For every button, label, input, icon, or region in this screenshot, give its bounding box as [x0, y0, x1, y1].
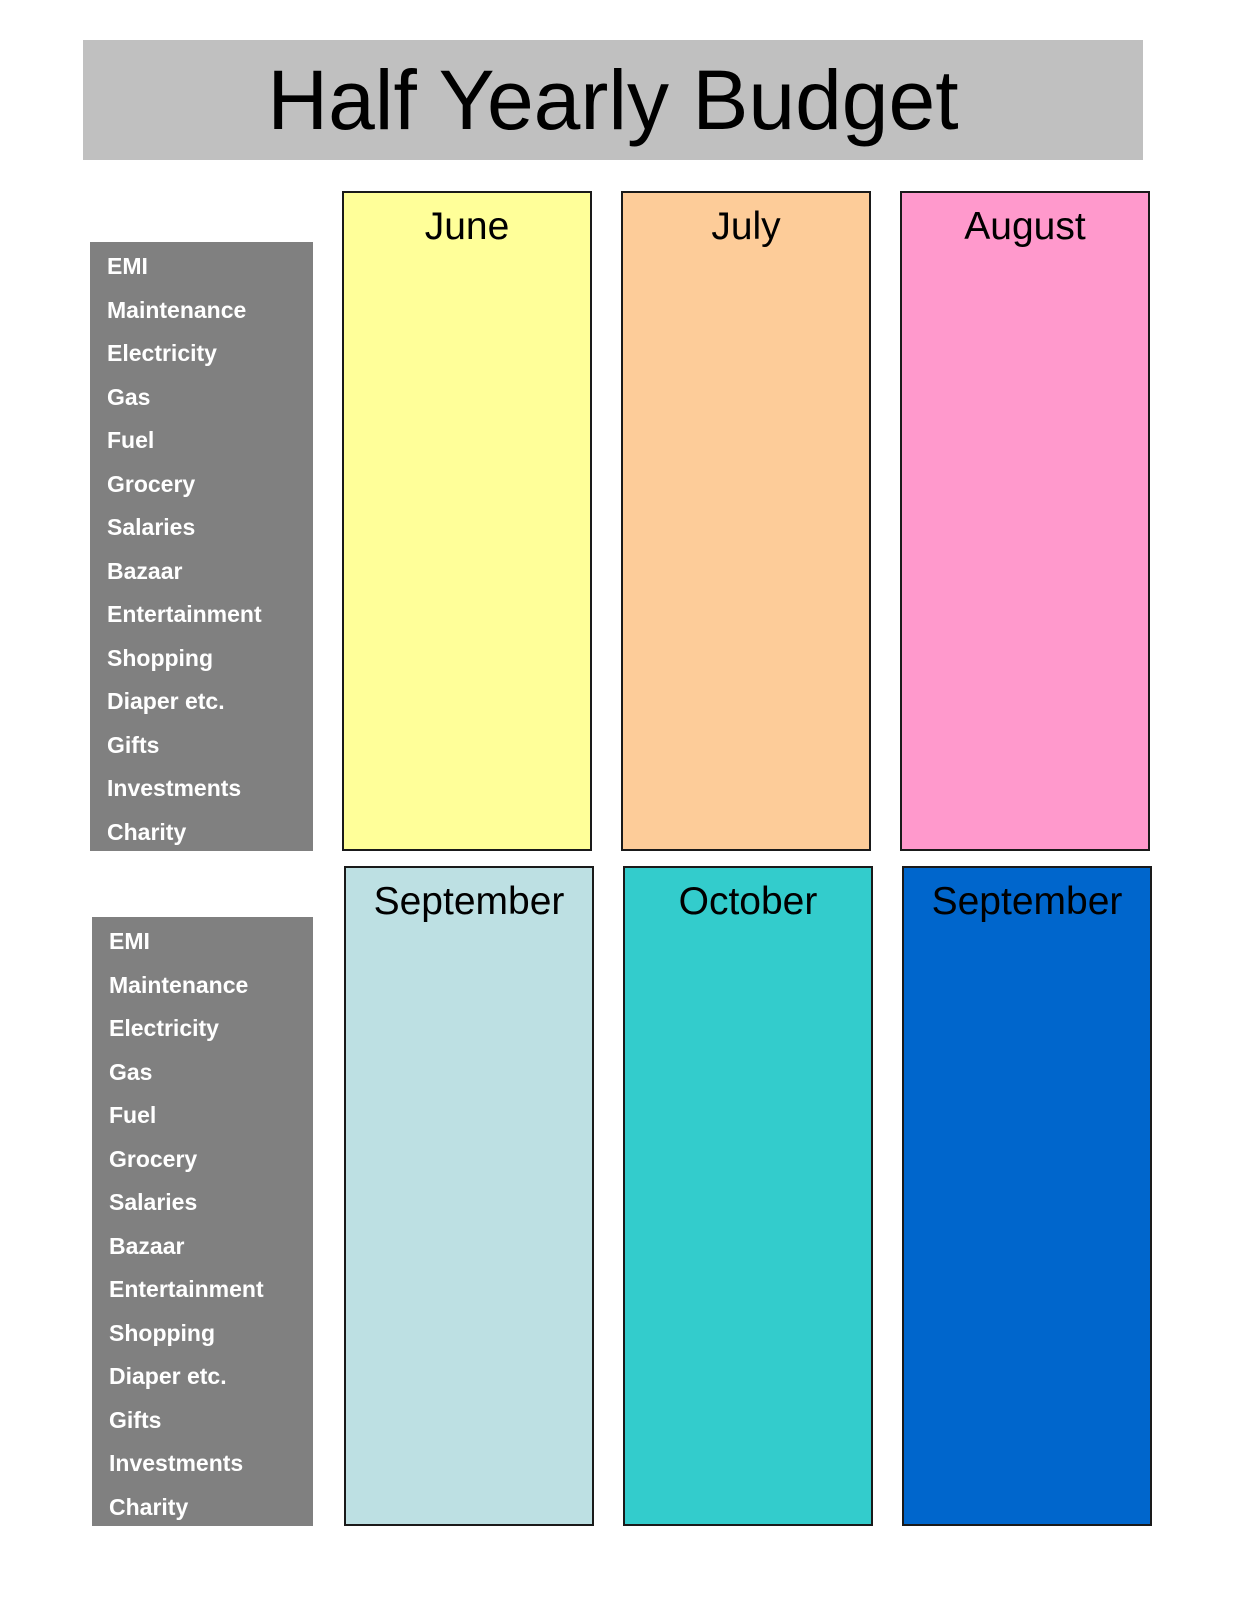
- title-banner: [83, 40, 1143, 160]
- category-label: Fuel: [107, 427, 155, 453]
- month-label: September: [373, 880, 565, 923]
- category-label: Charity: [109, 1493, 189, 1520]
- category-label: Maintenance: [109, 971, 249, 998]
- category-panel-bottom: [92, 917, 313, 1526]
- month-column-august[interactable]: [900, 191, 1150, 851]
- category-label: Electricity: [107, 340, 217, 366]
- month-column-june[interactable]: [342, 191, 592, 851]
- category-label: Gifts: [107, 731, 160, 758]
- category-label: Entertainment: [107, 601, 262, 627]
- category-label: Diaper etc.: [109, 1363, 227, 1389]
- month-column-september[interactable]: [344, 866, 594, 1526]
- category-label: Investments: [109, 1450, 244, 1476]
- month-label: June: [424, 205, 510, 248]
- category-label: Bazaar: [107, 557, 183, 584]
- category-label: Shopping: [107, 644, 214, 671]
- page-title: Half Yearly Budget: [267, 53, 959, 147]
- category-label: Investments: [107, 775, 242, 801]
- month-label: September: [931, 880, 1123, 923]
- category-label: Grocery: [109, 1145, 198, 1172]
- category-label: Shopping: [109, 1319, 216, 1346]
- category-label: Gifts: [109, 1406, 162, 1433]
- category-label: Charity: [107, 818, 187, 845]
- category-label: Fuel: [109, 1102, 157, 1128]
- category-panel-top: [90, 242, 313, 851]
- month-label: October: [678, 880, 818, 923]
- category-label: EMI: [107, 253, 148, 279]
- month-column-october[interactable]: [623, 866, 873, 1526]
- category-label: Salaries: [109, 1189, 198, 1215]
- month-column-september-2[interactable]: [902, 866, 1152, 1526]
- category-label: EMI: [109, 928, 150, 954]
- category-label: Gas: [107, 383, 151, 410]
- category-label: Entertainment: [109, 1276, 264, 1302]
- category-label: Maintenance: [107, 296, 247, 323]
- month-label: July: [711, 205, 781, 248]
- category-label: Gas: [109, 1058, 153, 1085]
- month-column-july[interactable]: [621, 191, 871, 851]
- month-label: August: [964, 205, 1086, 248]
- category-label: Salaries: [107, 514, 196, 540]
- category-label: Bazaar: [109, 1232, 185, 1259]
- category-label: Electricity: [109, 1015, 219, 1041]
- category-label: Grocery: [107, 470, 196, 497]
- category-label: Diaper etc.: [107, 688, 225, 714]
